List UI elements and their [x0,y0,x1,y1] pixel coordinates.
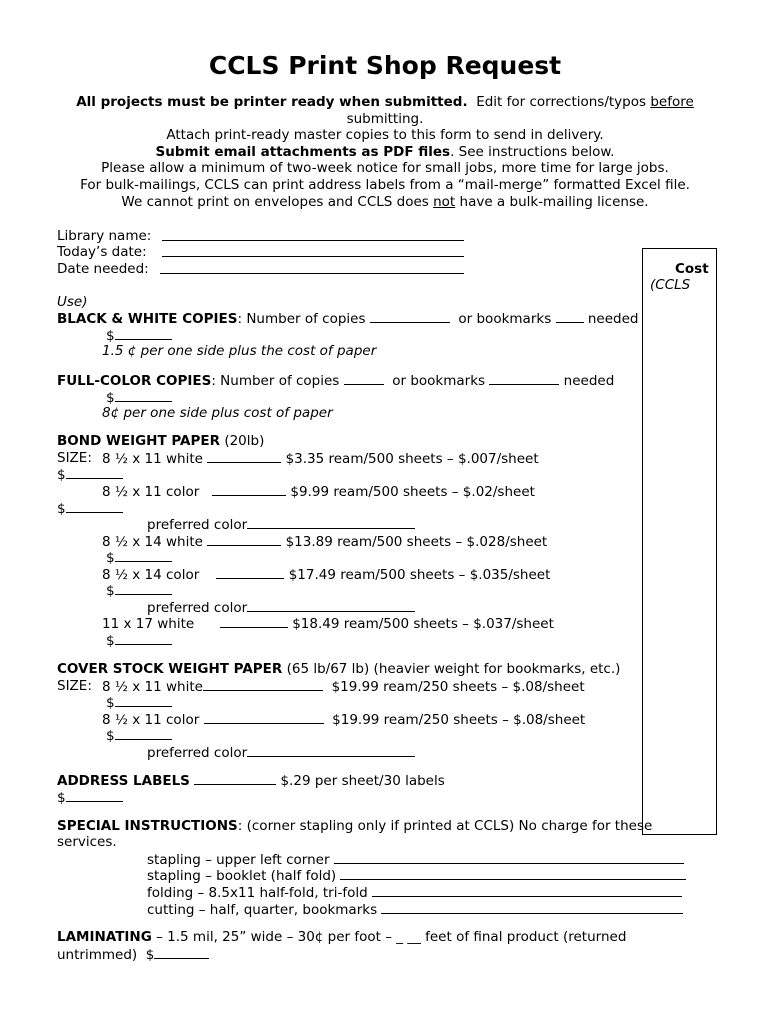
bond-preferred-color-field-2[interactable] [247,599,415,612]
date-needed-field[interactable] [160,261,464,274]
cover-r2-qty-field[interactable] [204,711,324,724]
special-option-4-field[interactable] [381,901,683,914]
cover-heading: COVER STOCK WEIGHT PAPER (65 lb/67 lb) (heavier weight for bookmarks, etc.) [57,661,621,677]
color-copies-row: FULL-COLOR COPIES: Number of copies or bookmarks needed [57,373,615,389]
color-bookmarks-field[interactable] [489,372,559,385]
intro-line-5: Please allow a minimum of two-week notice for small jobs, more time for large jobs. [101,160,669,176]
cost-label: Cost [675,261,709,277]
special-option-1-field[interactable] [334,851,684,864]
laminating-row-2: untrimmed) $ [57,946,209,964]
bond-r3-cost: $ [106,549,172,567]
special-heading: SPECIAL INSTRUCTIONS: (corner stapling only if printed at CCLS) No charge for these [57,818,653,834]
bond-r4-cost: $ [106,582,172,600]
bw-copies-row: BLACK & WHITE COPIES: Number of copies or bookmarks needed [57,311,639,327]
color-copies-field[interactable] [344,372,384,385]
cover-preferred-color: preferred color [147,744,415,762]
bond-preferred-color-field-1[interactable] [247,516,415,529]
cover-r1-qty-field[interactable] [203,678,323,691]
bond-row-3: 8 ½ x 14 white $13.89 ream/500 sheets – $.028/sheet [102,534,548,550]
laminating-row: LAMINATING – 1.5 mil, 25” wide – 30¢ per foot – _ __ feet of final product (returned [57,929,627,945]
intro-line-4: Submit email attachments as PDF files. See instructions below. [155,144,615,160]
bond-r1-cost-field[interactable] [66,466,123,479]
color-cost: $ [106,389,172,407]
bond-r1-qty-field[interactable] [207,450,281,463]
library-name-label: Library name: [57,228,152,244]
bond-preferred-color-1: preferred color [147,516,415,534]
cover-row-2: 8 ½ x 11 color $19.99 ream/250 sheets – $.08/sheet [102,712,586,728]
bond-r4-qty-field[interactable] [216,566,284,579]
cover-preferred-color-field[interactable] [247,744,415,757]
cost-use-label: Use) [57,294,88,310]
bond-r3-qty-field[interactable] [207,533,281,546]
bond-r5-cost: $ [106,632,172,650]
bond-r5-qty-field[interactable] [220,615,288,628]
color-cost-field[interactable] [115,389,172,402]
labels-cost-field[interactable] [66,789,123,802]
special-option-1: stapling – upper left corner [147,851,684,869]
library-name-field[interactable] [162,228,464,241]
color-note: 8¢ per one side plus cost of paper [102,405,333,421]
cover-r2-cost: $ [106,727,172,745]
todays-date-field[interactable] [162,244,464,257]
date-needed-label: Date needed: [57,261,149,277]
cost-ccls-label: (CCLS [650,277,691,293]
bond-r2-cost: $ [57,500,123,518]
intro-line-6: For bulk-mailings, CCLS can print address labels from a “mail-merge” formatted Excel file. [80,177,690,193]
todays-date-label: Today’s date: [57,244,147,260]
bw-bookmarks-field[interactable] [556,310,584,323]
bond-size-label: SIZE: [57,450,92,466]
laminating-cost-field[interactable] [154,946,209,959]
bond-row-4: 8 ½ x 14 color $17.49 ream/500 sheets – $.035/sheet [102,567,551,583]
cover-r1-cost-field[interactable] [115,694,172,707]
special-option-3: folding – 8.5x11 half-fold, tri-fold [147,884,682,902]
intro-line-3: Attach print-ready master copies to this form to send in delivery. [166,127,604,143]
cover-size-label: SIZE: [57,678,92,694]
bond-preferred-color-2: preferred color [147,599,415,617]
bond-row-5: 11 x 17 white $18.49 ream/500 sheets – $.037/sheet [102,616,554,632]
special-text-2: services. [57,834,117,850]
special-option-2-field[interactable] [340,867,686,880]
bw-copies-field[interactable] [370,310,450,323]
cover-row-1: 8 ½ x 11 white $19.99 ream/250 sheets – $.08/sheet [102,679,585,695]
bond-heading: BOND WEIGHT PAPER (20lb) [57,433,265,449]
bond-r5-cost-field[interactable] [115,632,172,645]
page-title: CCLS Print Shop Request [208,51,562,80]
bond-r2-cost-field[interactable] [66,500,123,513]
cover-r2-cost-field[interactable] [115,727,172,740]
labels-row: ADDRESS LABELS $.29 per sheet/30 labels [57,773,445,789]
bond-r3-cost-field[interactable] [115,549,172,562]
bw-cost-field[interactable] [115,327,172,340]
intro-line-2: submitting. [346,111,424,127]
cover-r1-cost: $ [106,694,172,712]
bond-r2-qty-field[interactable] [212,483,286,496]
bw-note: 1.5 ¢ per one side plus the cost of paper [102,343,377,359]
special-option-3-field[interactable] [372,884,682,897]
intro-line-1: All projects must be printer ready when submitted. Edit for corrections/typos before [76,94,694,110]
bond-row-2: 8 ½ x 11 color $9.99 ream/500 sheets – $.02/sheet [102,484,535,500]
labels-cost: $ [57,789,123,807]
bond-r1-cost: $ [57,466,123,484]
special-option-4: cutting – half, quarter, bookmarks [147,901,683,919]
bond-r4-cost-field[interactable] [115,582,172,595]
intro-line-7: We cannot print on envelopes and CCLS does not have a bulk-mailing license. [121,194,649,210]
bond-row-1: 8 ½ x 11 white $3.35 ream/500 sheets – $.007/sheet [102,451,539,467]
special-option-2: stapling – booklet (half fold) [147,867,686,885]
bw-cost: $ [106,327,172,345]
cost-column-box [642,248,717,835]
labels-qty-field[interactable] [194,772,276,785]
